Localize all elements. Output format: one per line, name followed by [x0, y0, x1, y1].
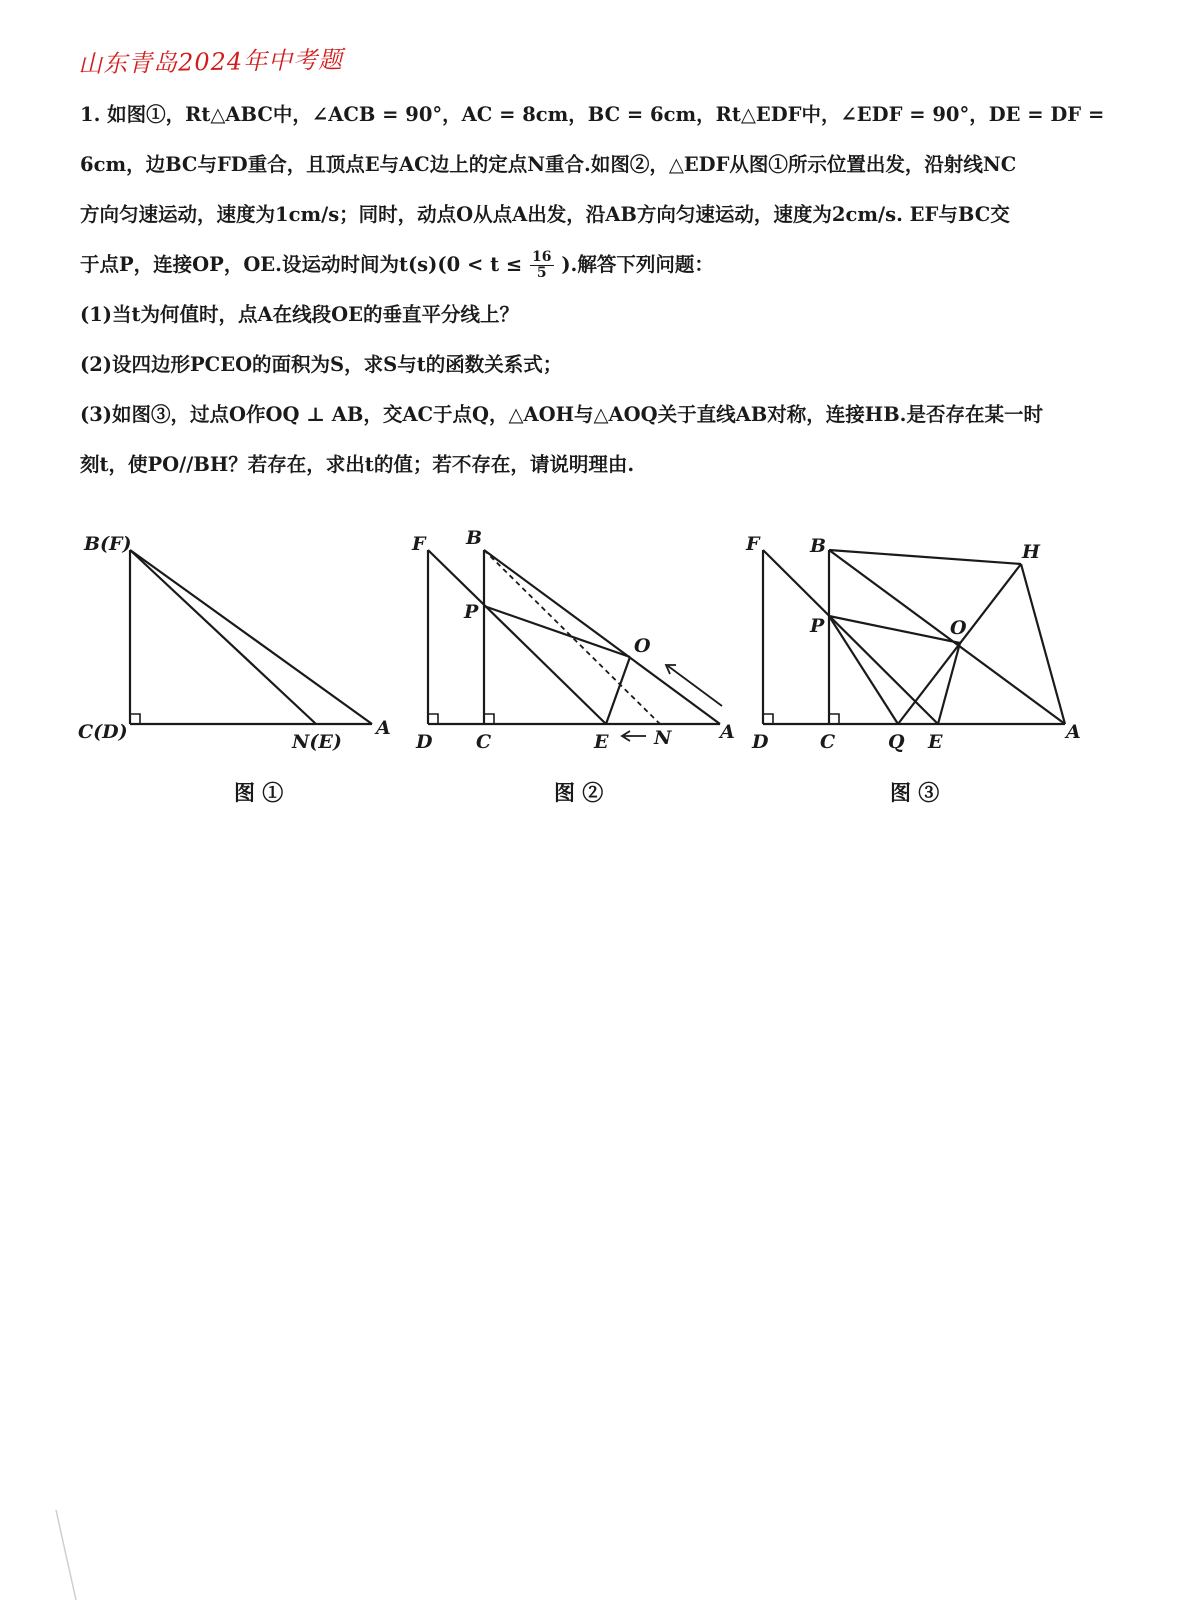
- fig2-label-E: E: [594, 731, 609, 753]
- fig2-label-N: N: [654, 727, 672, 749]
- fig3-label-D: D: [752, 731, 769, 753]
- fraction-numerator: 16: [532, 249, 552, 265]
- fig1-label-N: N(E): [292, 731, 342, 753]
- fig3-label-O: O: [950, 617, 967, 639]
- handwritten-title: 山东青岛2024年中考题: [77, 45, 344, 79]
- question-2: (2)设四边形PCEO的面积为S，求S与t的函数关系式；: [80, 353, 563, 376]
- question-3-line-2: 刻t，使PO//BH？若存在，求出t的值；若不存在，请说明理由.: [80, 453, 635, 476]
- problem-line-1: 如图①，Rt△ABC中，∠ACB = 90°，AC = 8cm，BC = 6cm，Rt△EDF中，∠EDF = 90°，DE = DF =: [107, 103, 1105, 126]
- question-1: (1)当t为何值时，点A在线段OE的垂直平分线上？: [80, 303, 520, 326]
- fig1-caption: 图 ①: [234, 780, 284, 805]
- line4-after: ).解答下列问题：: [561, 253, 714, 276]
- problem-number: 1.: [80, 103, 101, 126]
- fig2-label-P: P: [464, 601, 479, 623]
- fig3-label-H: H: [1022, 541, 1040, 563]
- fig1-label-C: C(D): [78, 721, 128, 743]
- fig2-label-O: O: [634, 635, 651, 657]
- line4-before: 于点P，连接OP，OE.设运动时间为t(s)(0 < t ≤: [80, 253, 523, 276]
- problem-line-2: 6cm，边BC与FD重合，且顶点E与AC边上的定点N重合.如图②，△EDF从图①所示位置出发，沿射线NC: [80, 153, 1017, 176]
- fig2-label-F: F: [412, 533, 426, 555]
- problem-line-3: 方向匀速运动，速度为1cm/s；同时，动点O从点A出发，沿AB方向匀速运动，速度为2cm/s. EF与BC交: [80, 203, 1010, 226]
- fig3-label-A: A: [1066, 721, 1081, 743]
- fig3-label-F: F: [746, 533, 760, 555]
- question-3-line-1: (3)如图③，过点O作OQ ⊥ AB，交AC于点Q，△AOH与△AOQ关于直线AB对称，连接HB.是否存在某一时: [80, 403, 1043, 426]
- fig3-caption: 图 ③: [890, 780, 940, 805]
- fig2-caption: 图 ②: [554, 780, 604, 805]
- fig2-label-D: D: [416, 731, 433, 753]
- fig3-label-P: P: [810, 615, 825, 637]
- fig3-label-Q: Q: [888, 731, 905, 753]
- fig1-label-A: A: [376, 717, 391, 739]
- fig2-label-A: A: [720, 721, 735, 743]
- fig3-label-B: B: [810, 535, 827, 557]
- fig1-label-B: B(F): [84, 533, 132, 555]
- fraction-denominator: 5: [536, 265, 547, 281]
- fig3-label-C: C: [820, 731, 836, 753]
- fig2-label-B: B: [466, 527, 483, 549]
- fig2-label-C: C: [476, 731, 492, 753]
- fig3-label-E: E: [928, 731, 943, 753]
